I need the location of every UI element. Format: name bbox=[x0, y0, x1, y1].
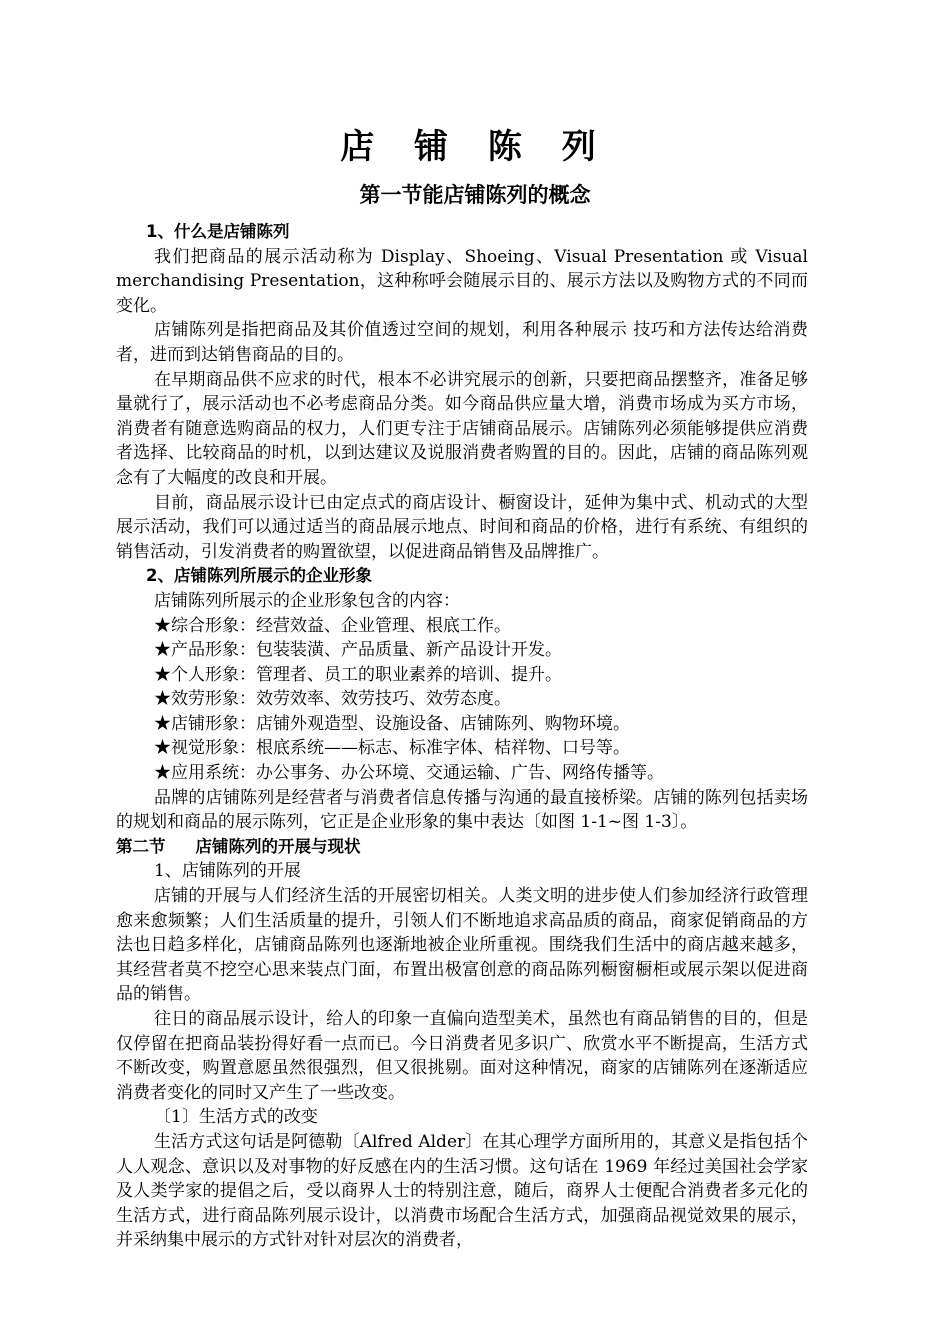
list-item: ★个人形象：管理者、员工的职业素养的培训、提升。 bbox=[154, 664, 562, 685]
list-item: ★应用系统：办公事务、办公环境、交通运输、广告、网络传播等。 bbox=[154, 763, 664, 784]
paragraph: 店铺的开展与人们经济生活的开展密切相关。人类文明的进步使人们参加经济行政管理愈来愈频繁；人们生活质量的提升，引领人们不断地追求高品质的商品，商家促销商品的方法也日趋多样化，店铺商品陈列也逐渐地被企业所重视。围绕我们生活中的商店越来越多，其经营者莫不挖空心思来装点门面，布置出极富创意的商品陈列橱窗橱柜或展示架以促进商品的销售。 bbox=[116, 886, 808, 1005]
subheading: 〔1〕生活方式的改变 bbox=[154, 1107, 318, 1128]
list-item: ★综合形象：经营效益、企业管理、根底工作。 bbox=[154, 615, 511, 636]
paragraph: 我们把商品的展示活动称为 Display、Shoeing、Visual Presentation 或 Visual merchandising Presentation，这种称呼会随展示目的、展示方法以及购物方式的不同而变化。 bbox=[116, 246, 808, 316]
list-item: ★店铺形象：店铺外观造型、设施设备、店铺陈列、购物环境。 bbox=[154, 713, 630, 734]
list-item: ★产品形象：包装装潢、产品质量、新产品设计开发。 bbox=[154, 640, 562, 661]
paragraph: 生活方式这句话是阿德勒〔Alfred Alder〕在其心理学方面所用的，其意义是指包括个人人观念、意识以及对事物的好反感在内的生活习惯。这句话在 1969 年经过美国社会学家及人类学家的提倡之后，受以商界人士的特别注意，随后，商界人士便配合消费者多元化的生活方式，进行商品陈列展示设计，以消费市场配合生活方式，加强商品视觉效果的展示，并采纳集中展示的方式针对针对层次的消费者， bbox=[116, 1131, 808, 1251]
section-2-number: 第二节 bbox=[116, 836, 166, 856]
section-2-heading bbox=[116, 835, 808, 860]
list-item: ★视觉形象：根底系统——标志、标准字体、桔祥物、口号等。 bbox=[154, 738, 630, 759]
paragraph: 往日的商品展示设计，给人的印象一直偏向造型美术，虽然也有商品销售的目的，但是仅停留在把商品装扮得好看一点而已。今日消费者见多识广、欣赏水平不断提高，生活方式不断改变，购置意愿虽然很强烈，但又很挑剔。面对这种情况，商家的店铺陈列在逐渐适应消费者变化的同时又产生了一些改变。 bbox=[116, 1009, 808, 1103]
paragraph: 目前，商品展示设计已由定点式的商店设计、橱窗设计，延伸为集中式、机动式的大型展示活动，我们可以通过适当的商品展示地点、时间和商品的价格，进行有系统、有组织的销售活动，引发消费者的购置欲望，以促进商品销售及品牌推广。 bbox=[116, 492, 808, 562]
doc-title: 店 铺 陈 列 bbox=[340, 127, 610, 167]
heading-corporate-image: 2、店铺陈列所展示的企业形象 bbox=[146, 566, 372, 586]
section-2-title: 店铺陈列的开展与现状 bbox=[195, 836, 361, 856]
doc-body bbox=[116, 220, 808, 1253]
paragraph: 在早期商品供不应求的时代，根本不必讲究展示的创新，只要把商品摆整齐，准备足够量就行了，展示活动也不必考虑商品分类。如今商品供应量大增，消费市场成为买方市场，消费者有随意选购商品的权力，人们更专注于店铺商品展示。店铺陈列必须能够提供应消费者选择、比较商品的时机，以到达建议及说服消费者购置的目的。因此，店铺的商品陈列观念有了大幅度的改良和开展。 bbox=[116, 369, 808, 488]
paragraph: 品牌的店铺陈列是经营者与消费者信息传播与沟通的最直接桥梁。店铺的陈列包括卖场的规划和商品的展示陈列，它正是企业形象的集中表达〔如图 1-1~图 1-3〕。 bbox=[116, 787, 808, 833]
paragraph: 店铺陈列所展示的企业形象包含的内容： bbox=[154, 590, 460, 611]
heading-what-is-display: 1、什么是店铺陈列 bbox=[146, 222, 290, 241]
section-1-heading: 第一节能店铺陈列的概念 bbox=[359, 183, 591, 207]
paragraph: 店铺陈列是指把商品及其价值透过空间的规划，利用各种展示 技巧和方法传达给消费者，进而到达销售商品的目的。 bbox=[116, 320, 808, 365]
subheading: 1、店铺陈列的开展 bbox=[154, 861, 301, 882]
list-item: ★效劳形象：效劳效率、效劳技巧、效劳态度。 bbox=[154, 689, 511, 710]
